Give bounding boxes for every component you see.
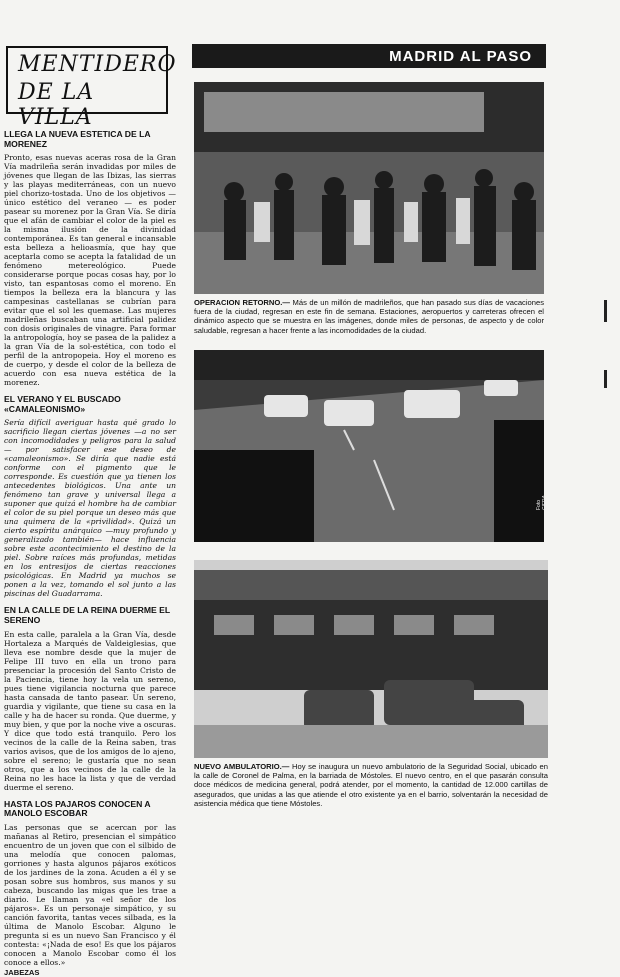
edge-rule <box>604 300 607 322</box>
article-body: Pronto, esas nuevas aceras rosa de la Gran Vía madrileña serán invadidas por miles de jóvenes que llegan de las Ibizas, las sierras y las playas mediterráneas, con un nuevo piel chorizo-tostada. Uno de los objetivos — único estético del veraneo — es poder pasear su morenez por la Gran Vía. Se diría que el afán de cambiar el color de la piel es la misma ilusión de la divinidad contemporánea. Es tan general e incansable esta belleza a helioasmía, que hay que aceptarla como se acepta la fatalidad de un fenómeno metereológico. Puede considerarse porque pocas cosas hay, por lo visto, tan espantosas como el moreno. En tiempos la belleza era la blancura y las campesinas castellanas se cubrían para evitar que el sol les quemase. Las mujeres madrileñas buscaban una artificial palidez con dosis originales de vinagre. Para formar la antropología, hoy se pasea de la palidez a la gran Vía de la sol-estética, con todo el perfil de la antropopeia. Hoy el moreno es de cuerpo, y desde el color de la belleza de acuerdo con esa nueva estética de la morenez. <box>4 153 176 388</box>
article-body: En esta calle, paralela a la Gran Vía, desde Hortaleza a Marqués de Valdeiglesias, que lleva ese nombre desde que la mujer de Felipe III tuvo en ella un trono para presenciar la procesión del Santo Cristo de la Paciencia, tiene hoy la vela un sereno, pues tiene vigilancia nocturna que parece hasta cansada de tanto pasear. Un sereno, guardia y vigilante, que tiene su casa en la calle y ha de hacer su ronda. Que duerme, y muy bien, y que por la noche vive a oscuras. Y dice que todo está tranquilo. Pero los vecinos de la calle de la Reina saben, tras varios avisos, que de los amigos de lo ajeno, sobre el sereno; le gustaría que no sean otros, que a los vecinos de la calle de la Reina no les hace la lista y que de verdad duerme el sereno. <box>4 629 176 792</box>
section-banner <box>192 44 546 68</box>
article-heading: EN LA CALLE DE LA REINA DUERME EL SERENO <box>4 605 170 625</box>
article-body: Las personas que se acercan por las mañanas al Retiro, presencian el simpático encuentro de un joven que con el silbido de una melodía que conocen palomas, gorriones y hasta algunos pájaros exóticos de los jardines de la zona. Acuden a él y se posan sobre sus hombros, sus manos y su cabeza, buscando las migas que les trae a diario. Le llaman ya «el señor de los pájaros». Es un personaje simpático, y su canción favorita, tantas veces silbada, es la última de Manolo Escobar. Alguno le pregunta si es un nuevo San Francisco y él contesta: «¡Nada de eso! Es que los pájaros conocen a Manolo Escobar como él los conoce a ellos.» <box>4 822 176 967</box>
photo-operacion-retorno <box>194 82 544 294</box>
traffic-photo-illustration <box>194 350 544 542</box>
caption-body: Más de un millón de madrileños, que han pasado sus días de vacaciones fuera de la ciudad, regresan en este fin de semana. Estaciones, aeropuertos y carreteras ofrecen el dinámico aspecto que se muestra en las imágenes, donde miles de personas, de aspecto y de color saludable, regresan a hacer frente a las incomodidades de la ciudad. <box>194 298 544 335</box>
article-heading: HASTA LOS PAJAROS CONOCEN A MANOLO ESCOBAR <box>4 798 151 819</box>
column-masthead <box>6 46 177 130</box>
article-heading: LLEGA LA NUEVA ESTETICA DE LA MORENEZ <box>4 129 151 149</box>
section-banner-title: MADRID AL PASO <box>389 48 532 65</box>
photo-caption <box>194 762 548 808</box>
building-photo-illustration <box>194 560 548 758</box>
article-body: Sería difícil averiguar hasta qué grado lo sacrificio llegan ciertas jóvenes —a no ser con incomodidades y peligros para la salud— por satisfacer ese deseo de «camaleonismo». Se diría que nadie está conforme con el pigmento que le corresponde. Es cuestión que ya tienen los antecedentes biológicos. Una ante un fenómeno tan grave y universal llega a suponer que quizá el hombre ha de cambiar el color de su piel porque un deseo más que una quimera de la «privilidad». Quizá un cierto espíritu anárquico —muy profundo y generalizado también— hace influencia sobre este acontecimiento el destino de la piel. Sobre raíces más profundas, metidas en los entresijos de ciertas reacciones psicológicas. En Madrid ya muchos se ponen a la vez, tomando el sol junto a las piscinas del Guadarrama. <box>4 418 176 599</box>
article-heading: EL VERANO Y EL BUSCADO «CAMALEONISMO» <box>4 394 121 414</box>
caption-lead: OPERACION RETORNO.— <box>194 298 291 307</box>
left-column <box>4 124 176 977</box>
photo-caption <box>194 298 544 335</box>
photo-credit: Foto CIFRA <box>536 495 548 510</box>
caption-body: Hoy se inaugura un nuevo ambulatorio de la Seguridad Social, ubicado en la calle de Coronel de Palma, en la barriada de Móstoles. El nuevo centro, en el que pasarán consulta doce médicos de medicina general, podrá atender, por el momento, la cantidad de 12.000 cartillas de asegurados, que unidas a las que atiende el otro existente ya en el barrio, solventarán la necesidad de asistencia médica que tiene Móstoles. <box>194 762 549 808</box>
crowd-photo-illustration <box>194 82 544 294</box>
edge-rule <box>604 370 607 388</box>
caption-lead: NUEVO AMBULATORIO.— <box>194 762 290 771</box>
masthead-line-1: MENTIDERO <box>18 52 177 77</box>
photo-ambulatorio <box>194 560 548 758</box>
article-signature: JABEZAS <box>4 967 40 977</box>
photo-traffic <box>194 350 548 542</box>
masthead-line-2: DE LA VILLA <box>18 80 95 130</box>
